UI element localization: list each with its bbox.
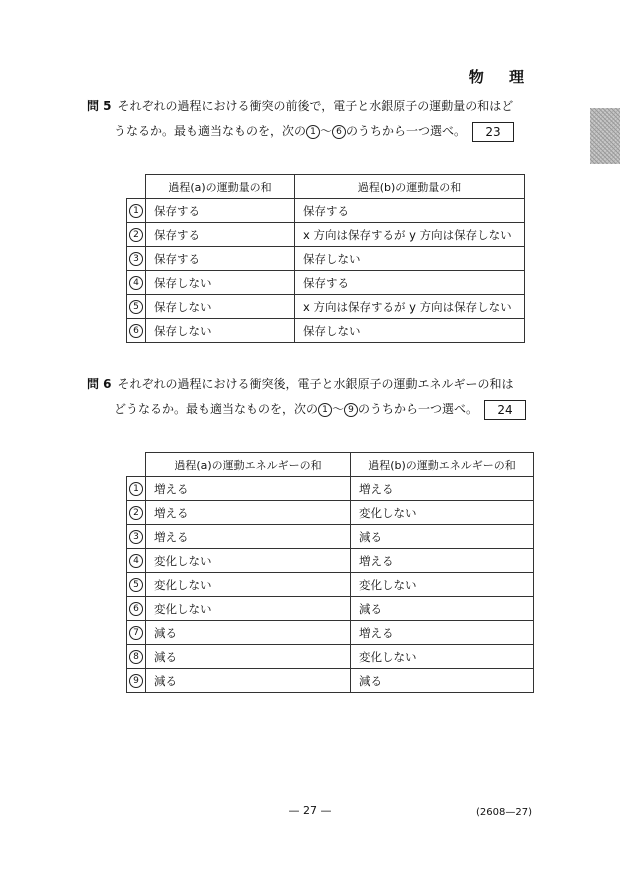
- question-6-choice-table: [126, 452, 534, 693]
- question-6-label: 問 6: [87, 377, 112, 391]
- choice-number-cell: [127, 247, 146, 271]
- cell-a: 減る: [146, 645, 351, 669]
- cell-a: 保存しない: [146, 319, 295, 343]
- table-header-row: [127, 175, 525, 199]
- cell-b: x 方向は保存するが y 方向は保存しない: [295, 295, 525, 319]
- question-6-line1: それぞれの過程における衝突後，電子と水銀原子の運動エネルギーの和は: [117, 377, 514, 391]
- table-row: [127, 621, 534, 645]
- table-row: [127, 645, 534, 669]
- choice-number-cell: [127, 525, 146, 549]
- answer-box-24: 24: [484, 400, 526, 420]
- choice-number: 4: [129, 276, 143, 290]
- cell-a: 減る: [146, 669, 351, 693]
- cell-b: 保存する: [295, 199, 525, 223]
- choice-number: 3: [129, 530, 143, 544]
- question-5-text: [87, 94, 547, 144]
- choice-number: 1: [129, 204, 143, 218]
- cell-a: 増える: [146, 477, 351, 501]
- range-separator: 〜: [332, 402, 345, 416]
- question-5-line2-post: のうちから一つ選べ。: [346, 124, 467, 138]
- choice-number: 6: [129, 324, 143, 338]
- cell-b: 変化しない: [351, 573, 534, 597]
- choice-number: 7: [129, 626, 143, 640]
- choice-number: 3: [129, 252, 143, 266]
- choice-number-cell: [127, 319, 146, 343]
- header-corner: [127, 453, 146, 477]
- choice-number: 6: [129, 602, 143, 616]
- column-header-a: 過程(a)の運動エネルギーの和: [146, 453, 351, 477]
- question-6-line2-post: のうちから一つ選べ。: [358, 402, 479, 416]
- table-row: [127, 319, 525, 343]
- choice-number: 5: [129, 578, 143, 592]
- range-separator: 〜: [320, 124, 333, 138]
- cell-a: 増える: [146, 525, 351, 549]
- cell-b: 保存しない: [295, 319, 525, 343]
- column-header-a: 過程(a)の運動量の和: [146, 175, 295, 199]
- cell-b: 保存する: [295, 271, 525, 295]
- choice-number-cell: [127, 271, 146, 295]
- cell-a: 保存しない: [146, 295, 295, 319]
- question-5-line1: それぞれの過程における衝突の前後で，電子と水銀原子の運動量の和はど: [117, 99, 514, 113]
- cell-a: 保存する: [146, 199, 295, 223]
- question-5-line2-pre: うなるか。最も適当なものを，次の: [114, 124, 307, 138]
- cell-b: 変化しない: [351, 501, 534, 525]
- question-5-choice-table: [126, 174, 525, 343]
- table-row: [127, 247, 525, 271]
- table-row: [127, 271, 525, 295]
- cell-b: 増える: [351, 477, 534, 501]
- subject-heading: 物 理: [468, 68, 534, 86]
- cell-b: 増える: [351, 549, 534, 573]
- choice-number: 2: [129, 506, 143, 520]
- choice-number-cell: [127, 501, 146, 525]
- cell-a: 保存する: [146, 247, 295, 271]
- choice-number: 1: [129, 482, 143, 496]
- table-row: [127, 223, 525, 247]
- cell-a: 増える: [146, 501, 351, 525]
- answer-box-23: 23: [472, 122, 514, 142]
- table-header-row: [127, 453, 534, 477]
- cell-a: 保存しない: [146, 271, 295, 295]
- table-row: [127, 501, 534, 525]
- cell-a: 変化しない: [146, 573, 351, 597]
- table-row: [127, 597, 534, 621]
- choice-number-cell: [127, 549, 146, 573]
- table-row: [127, 669, 534, 693]
- cell-a: 減る: [146, 621, 351, 645]
- side-index-mark: [590, 108, 620, 164]
- range-start-circled-number: 1: [306, 125, 320, 139]
- choice-number-cell: [127, 573, 146, 597]
- page-number: — 27 —: [288, 804, 332, 817]
- column-header-b: 過程(b)の運動量の和: [295, 175, 525, 199]
- page-code: (2608—27): [476, 807, 532, 818]
- choice-number-cell: [127, 645, 146, 669]
- choice-number: 8: [129, 650, 143, 664]
- cell-b: 増える: [351, 621, 534, 645]
- question-6-line2-pre: どうなるか。最も適当なものを，次の: [114, 402, 319, 416]
- table-row: [127, 199, 525, 223]
- cell-b: 変化しない: [351, 645, 534, 669]
- cell-a: 保存する: [146, 223, 295, 247]
- column-header-b: 過程(b)の運動エネルギーの和: [351, 453, 534, 477]
- question-5-label: 問 5: [87, 99, 112, 113]
- cell-b: 減る: [351, 597, 534, 621]
- table-row: [127, 295, 525, 319]
- choice-number: 4: [129, 554, 143, 568]
- cell-b: x 方向は保存するが y 方向は保存しない: [295, 223, 525, 247]
- cell-b: 減る: [351, 525, 534, 549]
- table-row: [127, 525, 534, 549]
- cell-b: 保存しない: [295, 247, 525, 271]
- question-6-text: [87, 372, 547, 422]
- cell-a: 変化しない: [146, 597, 351, 621]
- choice-number: 5: [129, 300, 143, 314]
- range-start-circled-number: 1: [318, 403, 332, 417]
- choice-number-cell: [127, 295, 146, 319]
- choice-number-cell: [127, 621, 146, 645]
- range-end-circled-number: 6: [332, 125, 346, 139]
- choice-number: 9: [129, 674, 143, 688]
- choice-number-cell: [127, 199, 146, 223]
- choice-number-cell: [127, 223, 146, 247]
- cell-a: 変化しない: [146, 549, 351, 573]
- cell-b: 減る: [351, 669, 534, 693]
- choice-number-cell: [127, 669, 146, 693]
- table-row: [127, 549, 534, 573]
- table-row: [127, 573, 534, 597]
- choice-number: 2: [129, 228, 143, 242]
- choice-number-cell: [127, 597, 146, 621]
- header-corner: [127, 175, 146, 199]
- table-row: [127, 477, 534, 501]
- range-end-circled-number: 9: [344, 403, 358, 417]
- choice-number-cell: [127, 477, 146, 501]
